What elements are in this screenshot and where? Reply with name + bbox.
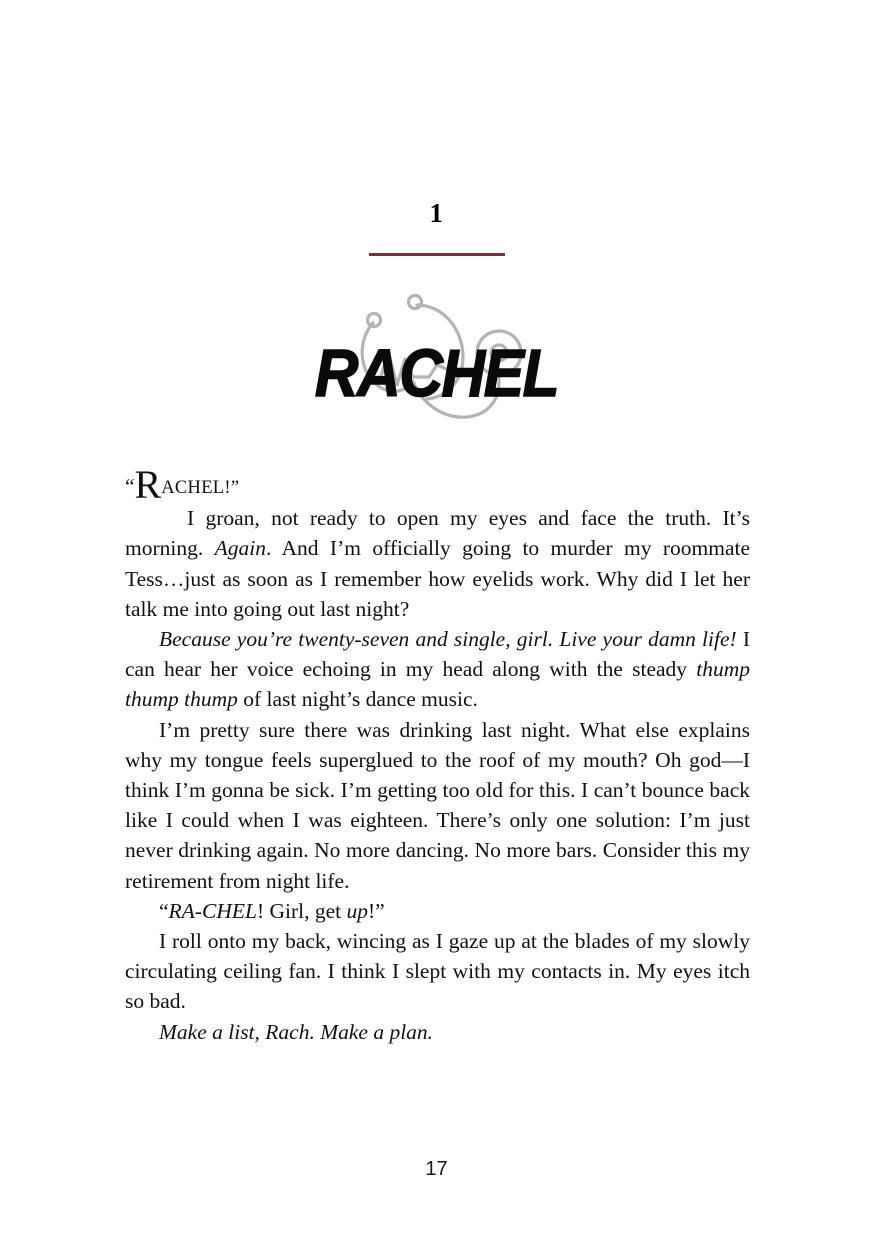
paragraph-4-italic-1: RA-CHEL	[168, 898, 257, 923]
paragraph-4-italic-2: up	[346, 898, 368, 923]
paragraph-opening	[125, 462, 751, 624]
paragraph-4	[125, 896, 750, 926]
paragraph-4-roman-2: !”	[368, 898, 385, 923]
opening-body-run-2: . And I’m officially going to murder my roommate Tess…just as soon as I remember how eyelids work. Why did I let her talk me into going out last night?	[125, 536, 751, 621]
opening-quote-mark: “	[125, 474, 135, 498]
opening-italic-again: Again	[214, 536, 266, 561]
chapter-number: 1	[429, 198, 444, 228]
stethoscope-earpiece-right-icon	[409, 296, 422, 309]
paragraph-2-italic-2: thump thump thump	[125, 657, 750, 712]
paragraph-5: I roll onto my back, wincing as I gaze up at the blades of my slowly circulating ceiling fan. I think I slept with my contacts in. My eyes itch so bad.	[125, 929, 750, 1014]
paragraph-4-roman-1: ! Girl, get	[256, 898, 347, 923]
paragraph-2	[125, 624, 750, 715]
paragraph-2-italic-1: Because you’re twenty-seven and single, girl. Live your damn life!	[159, 627, 737, 652]
paragraph-2-roman-2: of last night’s dance music.	[237, 687, 478, 712]
chapter-title-art	[0, 285, 873, 440]
drop-cap: R	[134, 462, 162, 507]
chapter-heading	[0, 200, 873, 256]
paragraph-6	[125, 1017, 750, 1047]
page-number-folio: 17	[425, 1158, 448, 1180]
stethoscope-earpiece-left-icon	[368, 314, 381, 327]
paragraph-2-roman-1: I can hear her voice echoing in my head along with the steady	[125, 627, 750, 682]
chapter-divider-rule	[369, 253, 505, 256]
opening-body-run-1: I groan, not ready to open my eyes and face the truth. It’s morning.	[125, 506, 750, 561]
paragraph-6-italic-1: Make a list, Rach. Make a plan.	[159, 1019, 434, 1044]
body-text-column	[125, 462, 751, 1047]
opening-smallcaps: ACHEL!”	[161, 478, 240, 498]
paragraph-3: I’m pretty sure there was drinking last night. What else explains why my tongue feels superglued to the roof of my mouth? Oh god—I think I’m gonna be sick. I’m getting too old for this. I can’t bounce back like I could when I was eighteen. There’s only one solution: I’m just never drinking again. No more dancing. No more bars. Consider this my retirement from night life.	[125, 717, 750, 893]
paragraph-4-quote-mark: “	[159, 898, 169, 923]
chapter-name-title: RACHEL	[314, 336, 559, 411]
